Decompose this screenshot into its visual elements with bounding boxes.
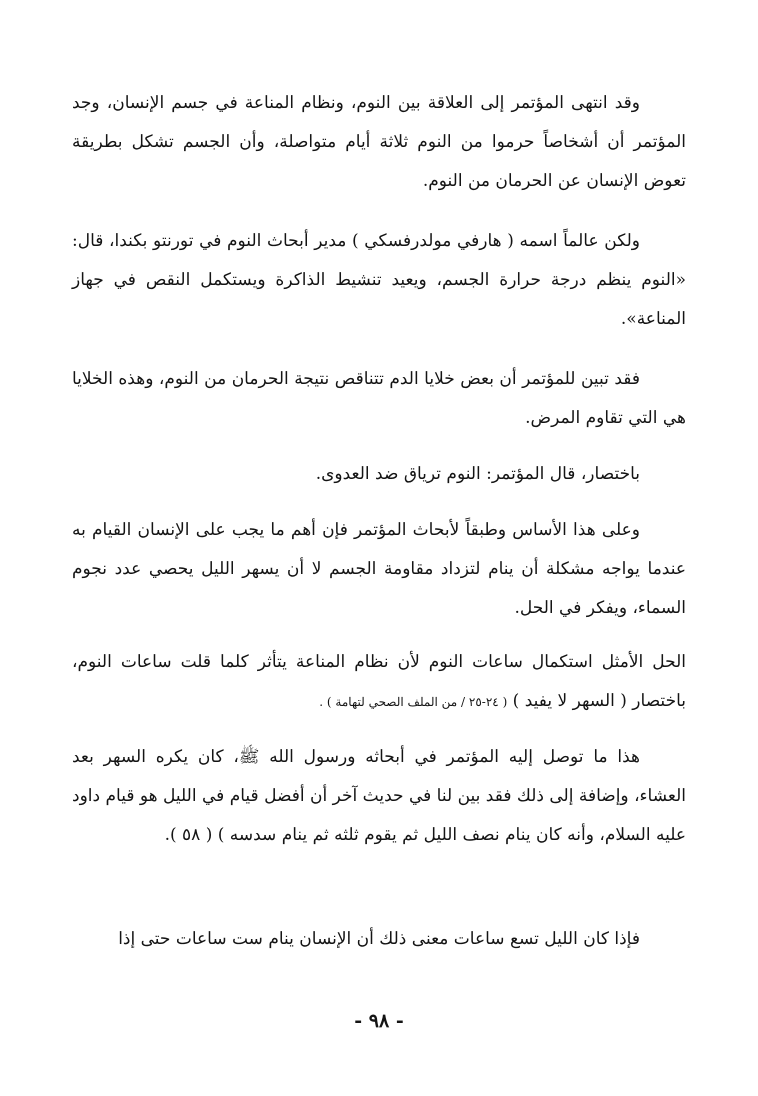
page-number: - ٩٨ -	[354, 1010, 404, 1032]
source-reference: ( ٢٤-٢٥ / من الملف الصحي لتهامة ) .	[319, 695, 508, 709]
paragraph-prophet-hadith: هذا ما توصل إليه المؤتمر في أبحاثه ورسول الله ﷺ، كان يكره السهر بعد العشاء، وإضافة إلى ذلك فقد بين لنا في حديث آخر أن أفضل قيام في الليل هو قيام داود عليه السلام، وأنه كان ينام نصف الليل ثم يقوم ثلثه ثم ينام سدسه ) ( ٥٨ ).	[72, 747, 686, 845]
paragraph-summary: باختصار، قال المؤتمر: النوم ترياق ضد العدوى.	[315, 464, 640, 484]
paragraph-best-solution	[72, 643, 686, 722]
paragraph-recommendation: وعلى هذا الأساس وطبقاً لأبحاث المؤتمر فإن أهم ما يجب على الإنسان القيام به عندما يواجه مشكلة أن ينام لتزداد مقاومة الجسم لا أن يسهر الليل يحصي عدد نجوم السماء، ويفكر في الحل.	[72, 520, 686, 618]
paragraph-blood-cells: فقد تبين للمؤتمر أن بعض خلايا الدم تتناقص نتيجة الحرمان من النوم، وهذه الخلايا هي التي تقاوم المرض.	[72, 369, 686, 428]
paragraph-sleep-immunity: وقد انتهى المؤتمر إلى العلاقة بين النوم، ونظام المناعة في جسم الإنسان، وجد المؤتمر أن أشخاصاً حرموا من النوم ثلاثة أيام متواصلة، وأن الجسم تشكل بطريقة تعوض الإنسان عن الحرمان من النوم.	[72, 93, 686, 191]
paragraph-best-solution-text: الحل الأمثل استكمال ساعات النوم لأن نظام المناعة يتأثر كلما قلت ساعات النوم، باختصار ( السهر لا يفيد )	[72, 652, 686, 711]
paragraph-moldofsky-quote: ولكن عالماً اسمه ( هارفي مولدرفسكي ) مدير أبحاث النوم في تورنتو بكندا، قال: «النوم ينظم درجة حرارة الجسم، ويعيد تنشيط الذاكرة ويستكمل النقص في جهاز المناعة».	[72, 231, 686, 329]
paragraph-nine-hours: فإذا كان الليل تسع ساعات معنى ذلك أن الإنسان ينام ست ساعات حتى إذا	[118, 929, 640, 949]
